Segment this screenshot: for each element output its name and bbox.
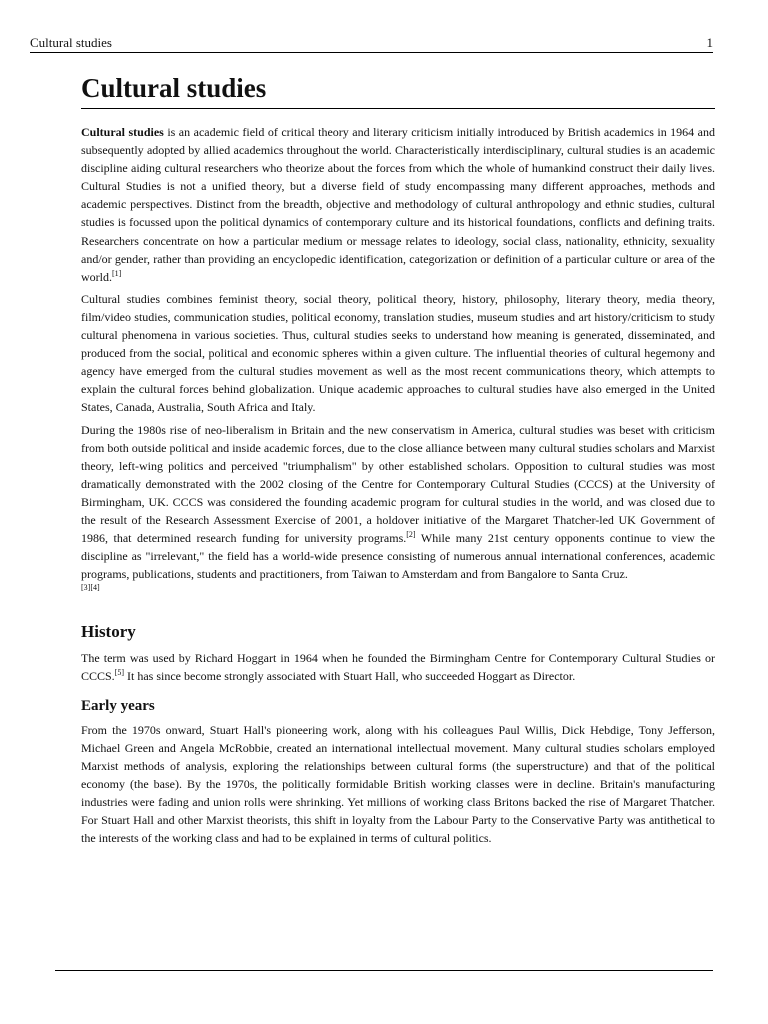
footer-rule [55,970,713,971]
intro-paragraph-1-text: is an academic field of critical theory and literary criticism initially introduced by British academics in 1964 and subsequently adopted by allied academics throughout the world. Characteristically interdisciplinary, cultural studies is an academic discipline aiding cultural researchers who theorize about the forces from which the whole of humankind construct their daily lives. Cultural Studies is not a unified theory, but a diverse field of study encompassing many different approaches, methods and academic perspectives. Distinct from the breadth, objective and methodology of cultural anthropology and ethnic studies, cultural studies is focussed upon the political dynamics of contemporary culture and its historical foundations, conflicts and defining traits. Researchers concentrate on how a particular medium or message relates to ideology, social class, nationality, ethnicity, sexuality and/or gender, rather than providing an encyclopedic identification, categorization or definition of a particular culture or area of the world. [81,125,715,284]
page-number: 1 [706,35,713,50]
article-body [81,70,715,851]
intro-paragraph-3-text-b: While many 21st century opponents continue to view the discipline as "irrelevant," the field has a world-wide presence consisting of numerous annual international conferences, academic programs, publications, students and practitioners, from Taiwan to Amsterdam and from Bangalore to Santa Cruz. [81,531,715,582]
page-title: Cultural studies [81,70,715,109]
early-years-heading: Early years [81,697,155,714]
citation-5[interactable]: [5] [114,668,125,678]
intro-paragraph-2: Cultural studies combines feminist theory, social theory, political theory, history, philosophy, literary theory, media theory, film/video studies, communication studies, political economy, translation studies, museum studies and art history/criticism to study cultural phenomena in various societies. Thus, cultural studies seeks to understand how meaning is generated, disseminated, and produced from the social, political and economic spheres within a given culture. The influential theories of cultural hegemony and agency have emerged from the cultural studies movement as well as the most recent communications theory, which attempts to explain the cultural forces behind globalization. Unique academic approaches to cultural studies have also emerged in the United States, Canada, Australia, South Africa and Italy. [81,291,715,415]
history-heading: History [81,622,136,642]
history-paragraph [81,649,715,685]
citation-2[interactable]: [2] [406,530,416,540]
intro-paragraph-3-text-a: During the 1980s rise of neo-liberalism in Britain and the new conservatism in America, cultural studies was beset with criticism from both outside political and inside academic forces, due to the close alliance between many cultural studies scholars and Marxist theory, left-wing politics and perceived "triumphalism" by other established scholars. Opposition to cultural studies was most dramatically demonstrated with the 2002 closing of the Centre for Contemporary Cultural Studies (CCCS) at the University of Birmingham, UK. CCCS was considered the founding academic program for cultural studies in the world, and was closed due to the result of the Research Assessment Exercise of 2001, a holdover initiative of the Margaret Thatcher-led UK Government of 1986, that determined research funding for university programs. [81,422,715,546]
lead-term: Cultural studies [81,125,164,139]
citation-1[interactable]: [1] [112,268,122,278]
history-paragraph-text-b: It has since become strongly associated with Stuart Hall, who succeeded Hoggart as Director. [124,669,576,684]
running-title: Cultural studies [30,35,112,50]
intro-paragraph-1 [81,123,715,286]
running-header [30,34,713,53]
early-years-paragraph: From the 1970s onward, Stuart Hall's pioneering work, along with his colleagues Paul Willis, Dick Hebdige, Tony Jefferson, Michael Green and Angela McRobbie, created an international intellectual movement. Many cultural studies scholars employed Marxist methods of analysis, exploring the relationships between cultural forms (the superstructure) and that of the political economy (the base). By the 1970s, the politically formidable British working classes were in decline. Britain's manufacturing industries were fading and union rolls were shrinking. Yet millions of working class Britons backed the rise of Margaret Thatcher. For Stuart Hall and other Marxist theorists, this shift in loyalty from the Labour Party to the Conservative Party was antithetical to the interests of the working class and had to be explained in terms of cultural politics. [81,722,715,846]
intro-paragraph-3 [81,421,715,584]
citation-3-4[interactable]: [3][4] [81,583,100,593]
history-paragraph-text-a: The term was used by Richard Hoggart in 1964 when he founded the Birmingham Centre for Contemporary Cultural Studies or CCCS. [81,651,715,684]
